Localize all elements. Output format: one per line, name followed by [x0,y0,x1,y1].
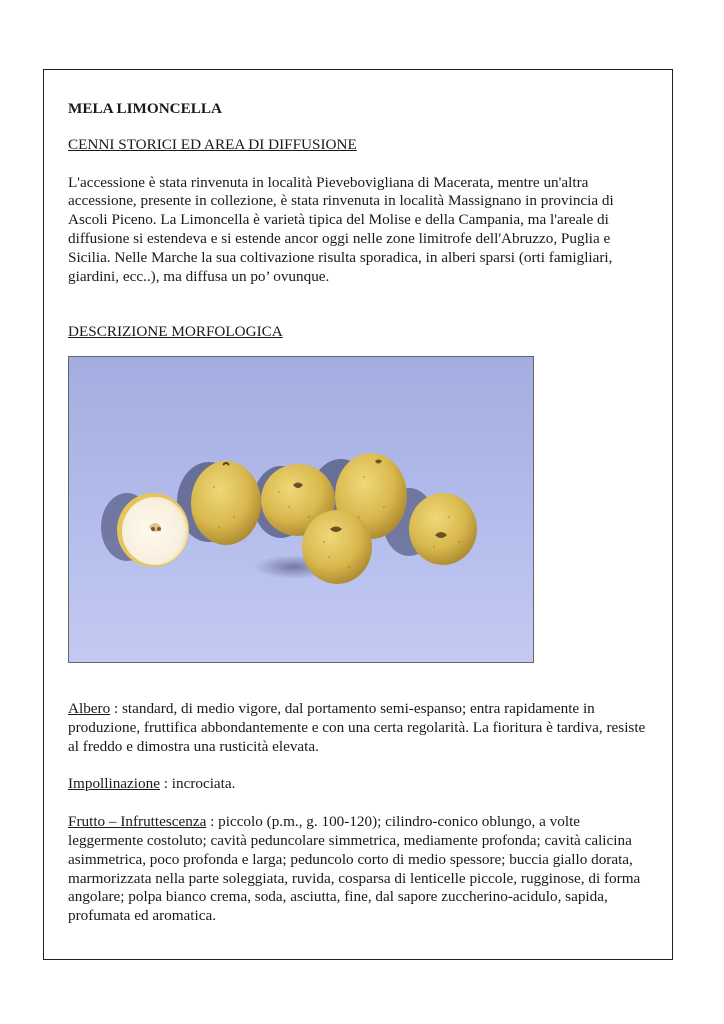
apple-photo [68,356,534,663]
pollination-label: Impollinazione [68,775,160,793]
fruit-label: Frutto – Infruttescenza [68,813,207,831]
morphology-body [68,700,653,926]
pollination-text: : incrociata. [159,775,236,793]
document-body [68,100,653,342]
tree-label: Albero [68,700,111,717]
tree-text: : standard, di medio vigore, dal portamento semi-espanso; entra rapidamente in produzione, fruttifica abbondantemente e con una certa regolarità. La fioritura è tardiva, resiste al freddo e dimostra una rusticità elevata. [68,700,646,755]
pollination-paragraph [68,775,653,794]
fruit-paragraph [68,813,653,926]
history-heading: CENNI STORICI ED AREA DI DIFFUSIONE [68,135,357,153]
morphology-heading: DESCRIZIONE MORFOLOGICA [68,323,283,341]
tree-paragraph [68,700,653,756]
apple-photo-illustration [69,357,534,663]
document-title: MELA LIMONCELLA [68,100,223,117]
fruit-text: : piccolo (p.m., g. 100-120); cilindro-conico oblungo, a volte leggermente costoluto; cavità peduncolare simmetrica, mediamente profonda; cavità calicina asimmetrica, poco profonda e larga; peduncolo corto di medio spessore; buccia giallo dorata, marmorizzata nella parte soleggiata, ruvida, cosparsa di lenticelle piccole, rugginose, di forma angolare; polpa bianco crema, soda, asciutta, fine, dal sapore zuccherino-acidulo, sapida, profumata ed aromatica. [68,813,641,925]
history-paragraph: L'accessione è stata rinvenuta in località Pievebovigliana di Macerata, mentre un'altra accessione, presente in collezione, è stata rinvenuta in località Massignano in provincia di Ascoli Piceno. La Limoncella è varietà tipica del Molise e della Campania, ma l'areale di diffusione si estendeva e si estende ancor oggi nelle zone limitrofe dell'Abruzzo, Puglia e Sicilia. Nelle Marche la sua coltivazione risulta sporadica, in alberi sparsi (orti famigliari, giardini, ecc..), ma diffusa un po’ ovunque. [68,173,614,285]
